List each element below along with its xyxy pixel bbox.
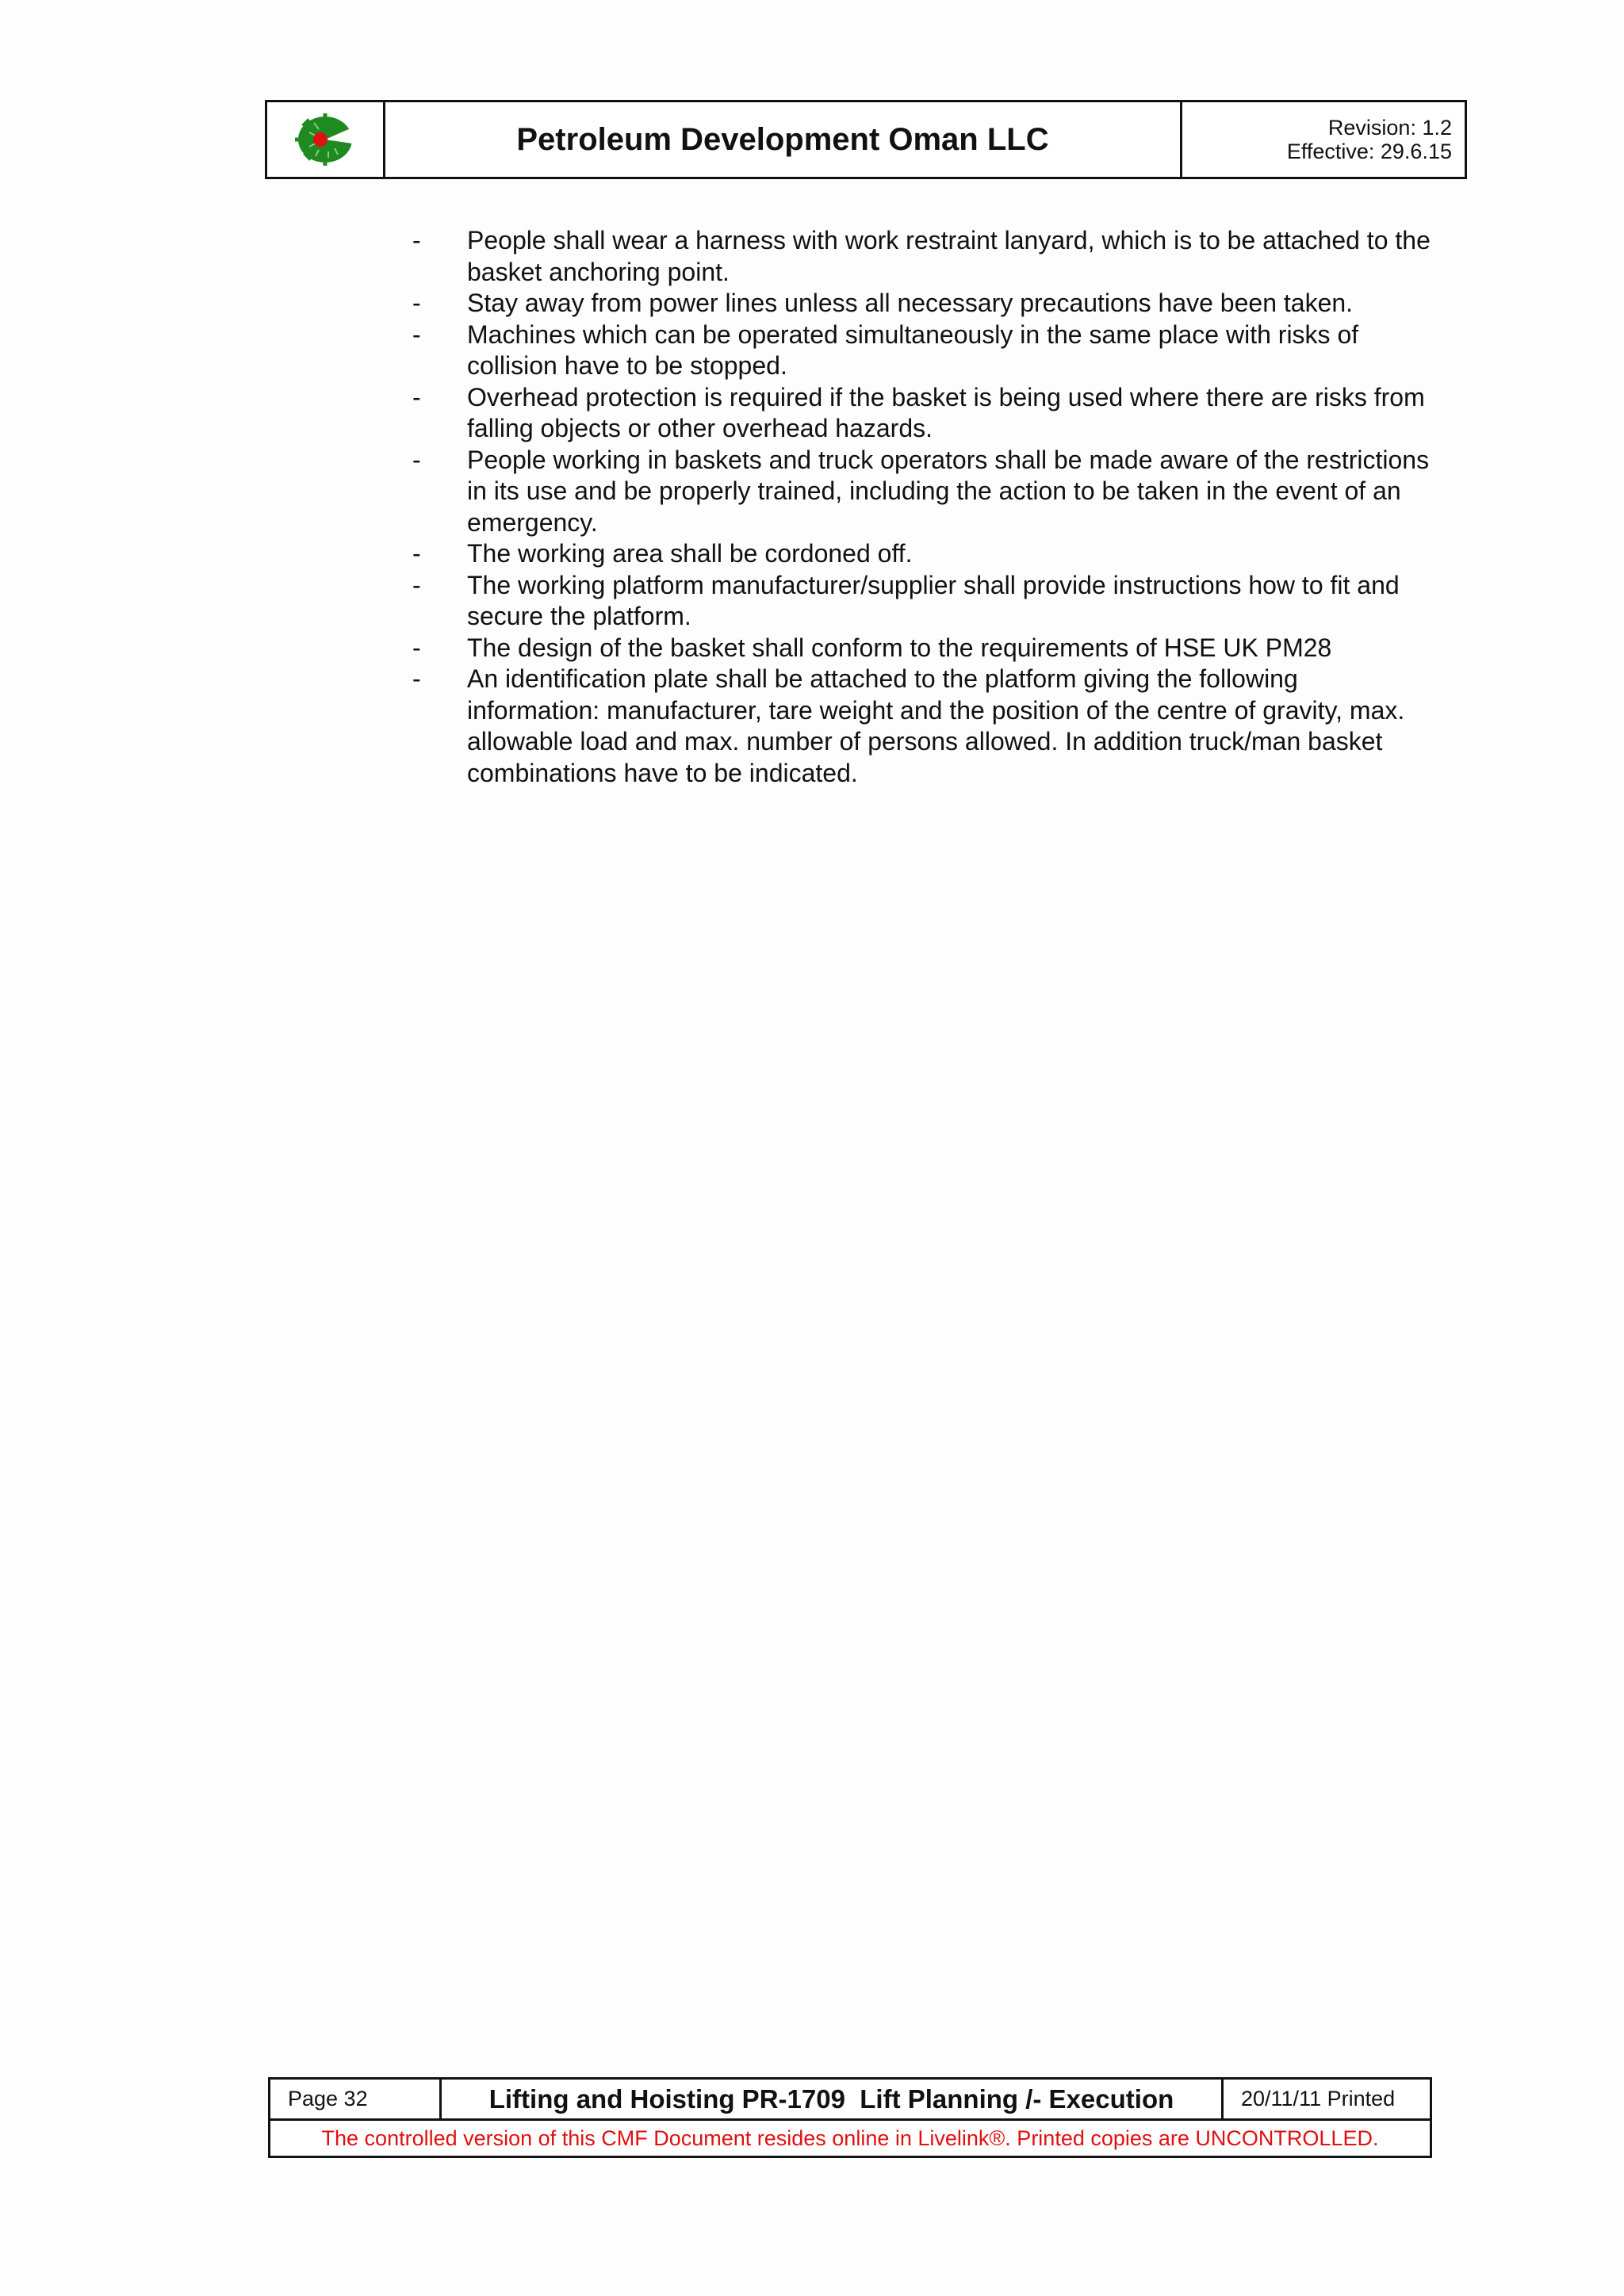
effective-date: Effective: 29.6.15 [1286,140,1452,163]
revision-text: Revision: 1.2 [1327,116,1452,140]
bullet-marker: - [412,382,421,411]
revision-info [1182,102,1465,177]
bullet-marker: - [412,539,421,568]
bullet-marker: - [412,289,421,317]
bullet-text: The working area shall be cordoned off. [467,539,913,568]
bullet-marker: - [412,320,421,349]
list-item [412,633,1435,664]
document-footer [268,2077,1432,2158]
company-title: Petroleum Development Oman LLC [385,102,1182,177]
bullet-text: The working platform manufacturer/supplier shall provide instructions how to fit and secure the platform. [467,570,1400,630]
bullet-text: Stay away from power lines unless all necessary precautions have been taken. [467,289,1354,317]
printed-date: 20/11/11 Printed [1241,2087,1396,2110]
list-item [412,382,1435,445]
footer-row [270,2080,1430,2121]
bullet-marker: - [412,633,421,662]
list-item [412,445,1435,539]
bullet-list [412,225,1435,789]
page-number: Page 32 [270,2080,442,2118]
bullet-text: Machines which can be operated simultaneously in the same place with risks of collision have to be stopped. [467,320,1359,380]
bullet-text: People shall wear a harness with work restraint lanyard, which is to be attached to the basket anchoring point. [467,226,1431,286]
document-title: Lifting and Hoisting PR-1709 Lift Planning /- Execution [442,2080,1224,2118]
bullet-text: An identification plate shall be attached to the platform giving the following information: manufacturer, tare weight and the position of the centre of gravity, max. allowable load and max. number of persons allowed. In addition truck/man basket combinations have to be indicated. [467,664,1405,787]
bullet-marker: - [412,226,421,254]
list-item [412,288,1435,320]
pdo-logo-icon [293,112,357,167]
bullet-marker: - [412,445,421,474]
uncontrolled-notice: The controlled version of this CMF Document resides online in Livelink®. Printed copies are UNCONTROLLED. [321,2126,1379,2150]
bullet-text: Overhead protection is required if the basket is being used where there are risks from falling objects or other overhead hazards. [467,382,1425,442]
bullet-text: The design of the basket shall conform to the requirements of HSE UK PM28 [467,633,1332,662]
list-item [412,225,1435,288]
list-item [412,320,1435,382]
bullet-text: People working in baskets and truck operators shall be made aware of the restrictions in its use and be properly trained, including the action to be taken in the event of an emergency. [467,445,1430,537]
list-item [412,664,1435,789]
list-item [412,538,1435,570]
logo-cell [267,102,385,177]
bullet-marker: - [412,570,421,599]
document-header [265,100,1467,179]
list-item [412,570,1435,633]
bullet-marker: - [412,664,421,693]
